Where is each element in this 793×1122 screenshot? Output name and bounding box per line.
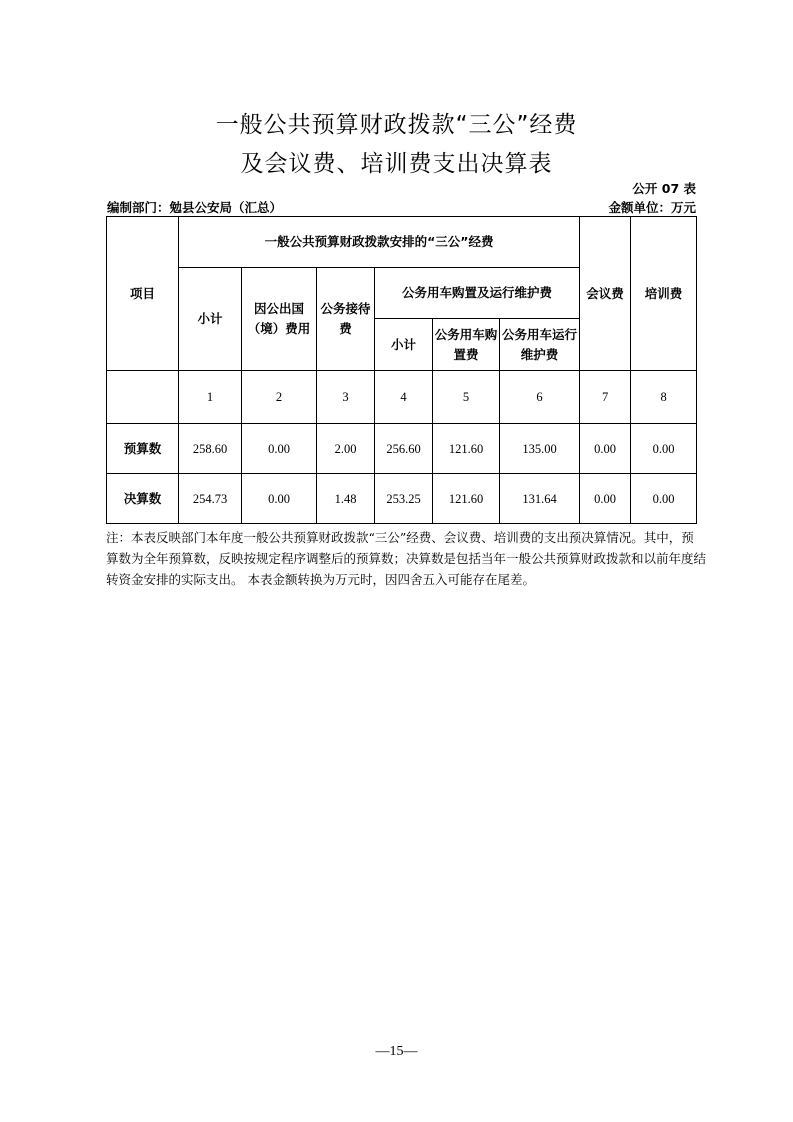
col-number: 1 (179, 371, 242, 424)
expense-table (106, 216, 697, 524)
header-vehicle-purchase: 公务用车购置费 (433, 319, 500, 371)
cell-value: 131.64 (500, 474, 580, 524)
cell-value: 135.00 (500, 424, 580, 474)
table-row-final (107, 474, 697, 524)
cell-value: 0.00 (631, 424, 697, 474)
unit-label: 金额单位：万元 (608, 200, 696, 215)
cell-value: 2.00 (317, 424, 375, 474)
header-abroad: 因公出国（境）费用 (242, 268, 317, 371)
col-number: 3 (317, 371, 375, 424)
cell-value: 0.00 (242, 424, 317, 474)
form-number: 公开 07 表 (632, 181, 696, 196)
table-row-budget (107, 424, 697, 474)
col-number: 7 (580, 371, 631, 424)
header-vehicle-maint: 公务用车运行维护费 (500, 319, 580, 371)
col-number: 4 (375, 371, 433, 424)
title-line-2: 及会议费、培训费支出决算表 (240, 151, 553, 177)
header-subtotal: 小计 (179, 268, 242, 371)
header-vehicle-subtotal: 小计 (375, 319, 433, 371)
cell-value: 0.00 (242, 474, 317, 524)
col-number-blank (107, 371, 179, 424)
cell-value: 0.00 (631, 474, 697, 524)
header-item: 项目 (107, 217, 179, 371)
page-number: —15— (375, 1044, 418, 1059)
row-label-final: 决算数 (107, 474, 179, 524)
department-label: 编制部门：勉县公安局（汇总） (107, 200, 283, 215)
header-reception: 公务接待费 (317, 268, 375, 371)
col-number: 5 (433, 371, 500, 424)
cell-value: 0.00 (580, 474, 631, 524)
header-group: 一般公共预算财政拨款安排的“三公”经费 (179, 217, 580, 268)
cell-value: 258.60 (179, 424, 242, 474)
row-label-budget: 预算数 (107, 424, 179, 474)
cell-value: 1.48 (317, 474, 375, 524)
header-training: 培训费 (631, 217, 697, 371)
cell-value: 254.73 (179, 474, 242, 524)
cell-value: 0.00 (580, 424, 631, 474)
footnote: 注：本表反映部门本年度一般公共预算财政拨款“三公”经费、会议费、培训费的支出预决算情况。其中，预算数为全年预算数，反映按规定程序调整后的预算数；决算数是包括当年一般公共预算财政拨款和以前年度结转资金安排的实际支出。 本表金额转换为万元时，因四舍五入可能存在尾差。 (106, 530, 707, 587)
col-number: 2 (242, 371, 317, 424)
col-number: 8 (631, 371, 697, 424)
col-number: 6 (500, 371, 580, 424)
cell-value: 121.60 (433, 474, 500, 524)
cell-value: 121.60 (433, 424, 500, 474)
header-vehicle-group: 公务用车购置及运行维护费 (375, 268, 580, 319)
title-line-1: 一般公共预算财政拨款“三公”经费 (215, 112, 578, 138)
cell-value: 256.60 (375, 424, 433, 474)
header-meeting: 会议费 (580, 217, 631, 371)
cell-value: 253.25 (375, 474, 433, 524)
